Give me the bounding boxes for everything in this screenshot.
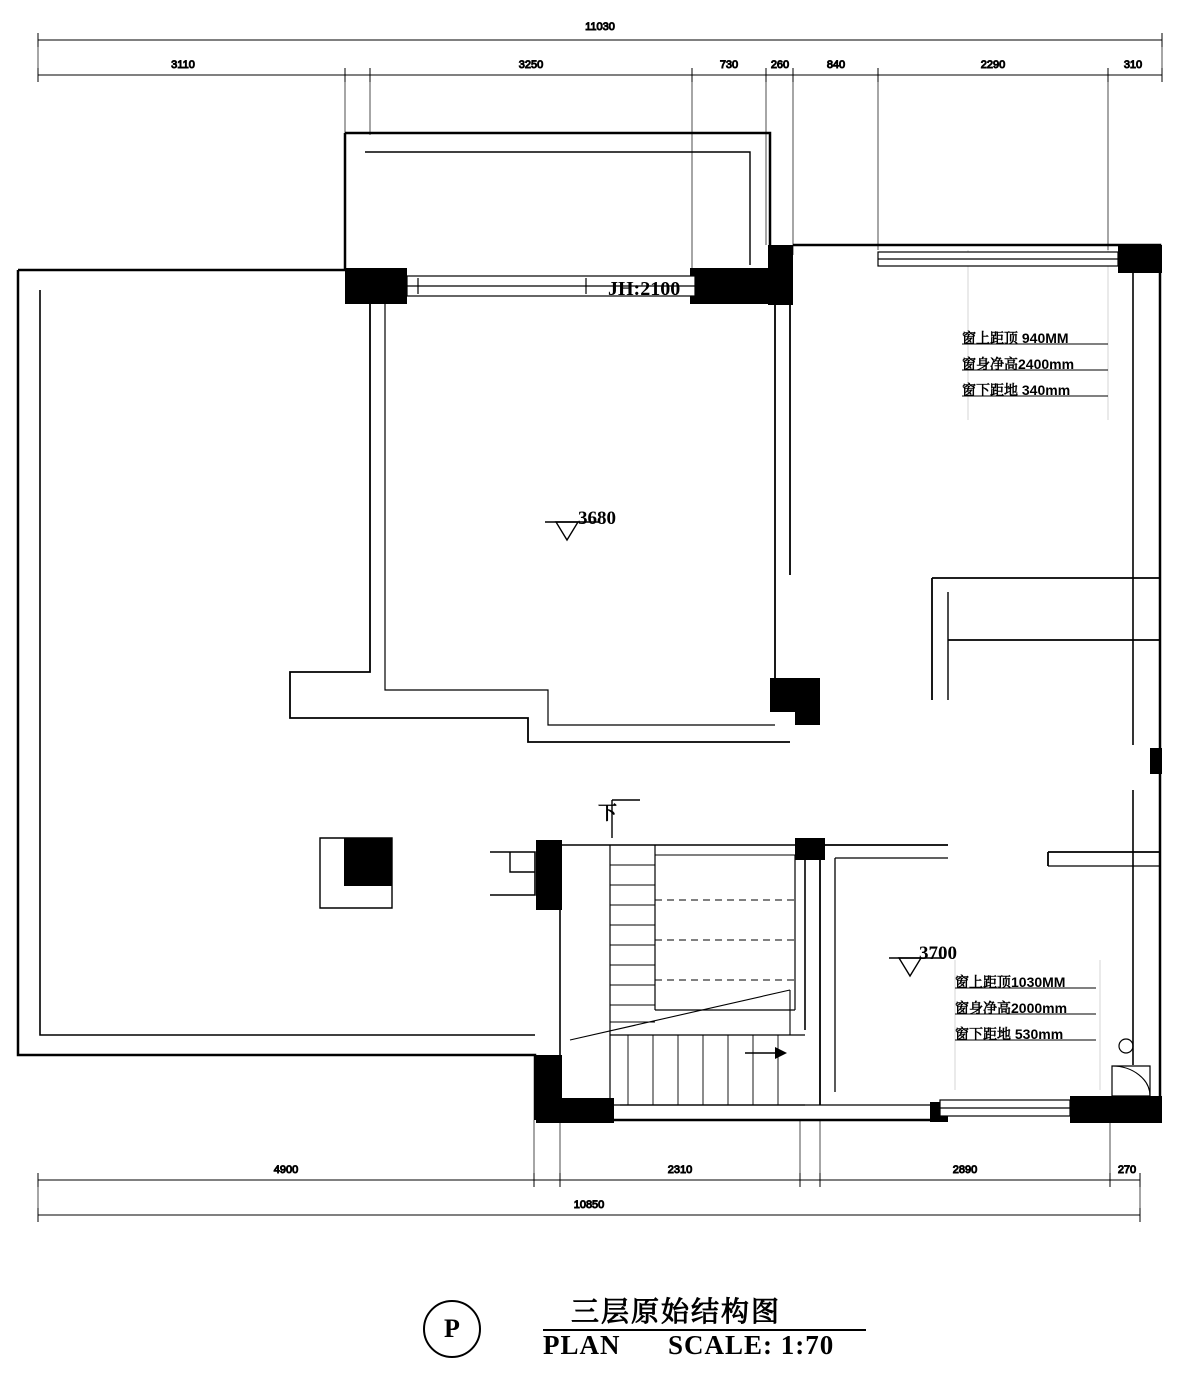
plan-mark-circle: P (423, 1300, 481, 1358)
dim-top-seg-1: 3250 (518, 59, 544, 71)
drawing-title-plan: PLAN (543, 1330, 621, 1360)
door-height-label: JH:2100 (608, 278, 681, 300)
dim-bot-seg-1: 2310 (667, 1164, 693, 1176)
dim-top-seg-5: 2290 (980, 59, 1006, 71)
window-note-bottom-line3: 窗下距地 530mm (955, 1026, 1064, 1042)
window-note-top-line2: 窗身净高2400mm (962, 356, 1075, 372)
dim-top-seg-2: 730 (719, 59, 739, 71)
dim-bot-total: 10850 (573, 1199, 605, 1211)
window-note-top-line3: 窗下距地 340mm (962, 382, 1071, 398)
dim-bot-seg-3: 270 (1117, 1164, 1137, 1176)
dim-top-seg-6: 310 (1123, 59, 1143, 71)
drawing-title-scale: SCALE: 1:70 (668, 1330, 835, 1360)
dim-bot-seg-0: 4900 (273, 1164, 299, 1176)
window-note-top-line1: 窗上距顶 940MM (962, 330, 1069, 346)
dim-top-seg-0: 3110 (171, 59, 195, 71)
level-mark-main: 3680 (578, 508, 616, 529)
dim-top-seg-4: 840 (826, 59, 846, 71)
dim-top-seg-3: 260 (770, 59, 790, 71)
stair-direction-label: 下 (598, 803, 618, 824)
dim-top-total: 11030 (585, 21, 615, 33)
drawing-title-cn: 三层原始结构图 (571, 1296, 782, 1327)
window-note-bottom-line1: 窗上距顶1030MM (955, 974, 1066, 990)
dim-bot-seg-2: 2890 (952, 1164, 978, 1176)
level-mark-stair: 3700 (919, 943, 957, 964)
window-note-bottom-line2: 窗身净高2000mm (955, 1000, 1068, 1016)
